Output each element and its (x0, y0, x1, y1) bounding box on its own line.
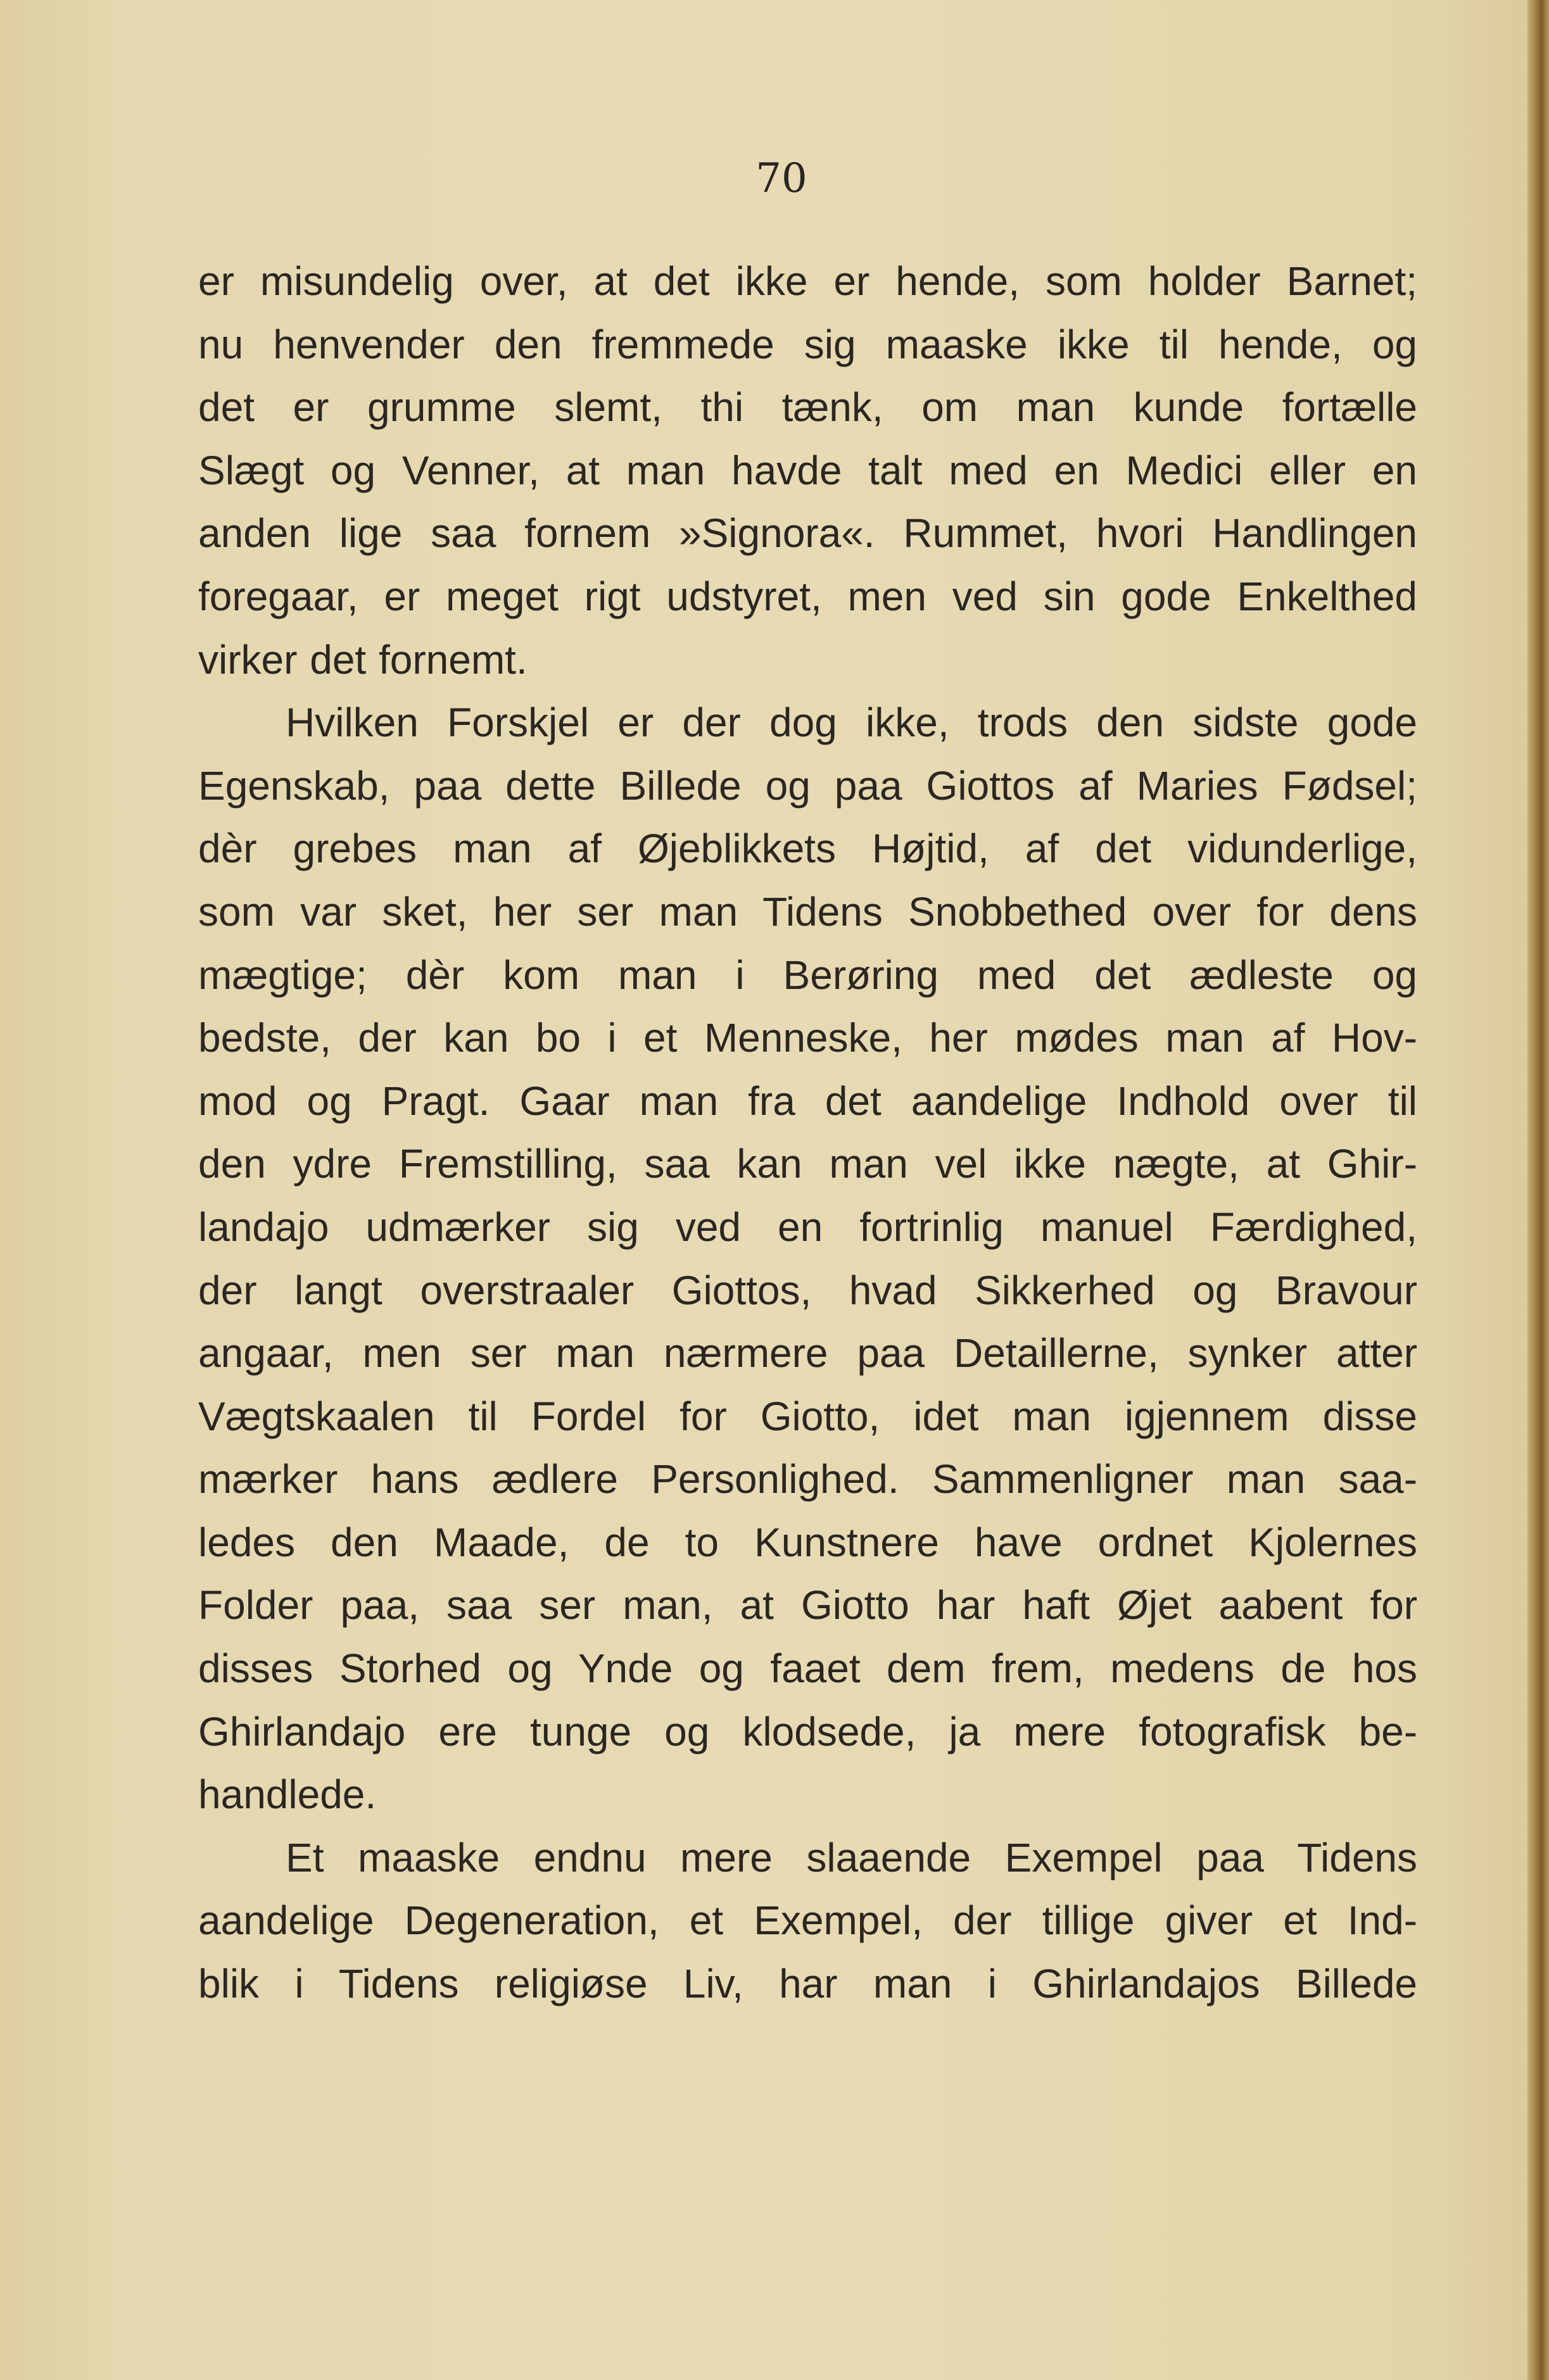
text-line: ledes den Maade, de to Kunstnere have ordnet Kjolernes (198, 1519, 1417, 1565)
page-edge (1527, 0, 1549, 2380)
paragraph-start-line: Hvilken Forskjel er der dog ikke, trods den sidste gode (286, 700, 1417, 746)
text-line: virker det fornemt. (198, 636, 528, 683)
text-line: Ghirlandajo ere tunge og klodsede, ja mere fotografisk be- (198, 1708, 1417, 1754)
text-line: Slægt og Venner, at man havde talt med en Medici eller en (198, 447, 1417, 493)
text-line: Egenskab, paa dette Billede og paa Giottos af Maries Fødsel; (198, 762, 1417, 809)
page-number: 70 (756, 155, 807, 202)
text-line: Vægtskaalen til Fordel for Giotto, idet man igjennem disse (198, 1393, 1417, 1439)
text-line: angaar, men ser man nærmere paa Detaillerne, synker atter (198, 1330, 1417, 1376)
text-line: mærker hans ædlere Personlighed. Sammenligner man saa- (198, 1456, 1417, 1502)
paragraph-start-line: Et maaske endnu mere slaaende Exempel paa Tidens (286, 1834, 1417, 1880)
text-line: der langt overstraaler Giottos, hvad Sikkerhed og Bravour (198, 1267, 1417, 1313)
text-line: foregaar, er meget rigt udstyret, men ved sin gode Enkelthed (198, 573, 1417, 619)
text-line: landajo udmærker sig ved en fortrinlig manuel Færdighed, (198, 1204, 1417, 1250)
text-line: blik i Tidens religiøse Liv, har man i Ghirlandajos Billede (198, 1961, 1417, 2007)
text-line: handlede. (198, 1772, 377, 1818)
text-line: nu henvender den fremmede sig maaske ikke til hende, og (198, 321, 1417, 367)
text-line: anden lige saa fornem »Signora«. Rummet, hvori Handlingen (198, 510, 1417, 557)
body-text (198, 250, 1417, 2016)
text-line: aandelige Degeneration, et Exempel, der tillige giver et Ind- (198, 1898, 1417, 1944)
text-line: Folder paa, saa ser man, at Giotto har haft Øjet aabent for (198, 1582, 1417, 1628)
text-line: dèr grebes man af Øjeblikkets Højtid, af det vidunderlige, (198, 826, 1417, 872)
text-line: det er grumme slemt, thi tænk, om man kunde fortælle (198, 384, 1417, 431)
text-line: er misundelig over, at det ikke er hende, som holder Barnet; (198, 258, 1417, 304)
text-line: bedste, der kan bo i et Menneske, her mødes man af Hov- (198, 1015, 1417, 1061)
text-line: disses Storhed og Ynde og faaet dem frem, medens de hos (198, 1646, 1417, 1692)
text-line: den ydre Fremstilling, saa kan man vel ikke nægte, at Ghir- (198, 1141, 1417, 1187)
text-line: mod og Pragt. Gaar man fra det aandelige Indhold over til (198, 1078, 1417, 1124)
text-line: mægtige; dèr kom man i Berøring med det ædleste og (198, 952, 1417, 998)
text-line: som var sket, her ser man Tidens Snobbethed over for dens (198, 888, 1417, 935)
